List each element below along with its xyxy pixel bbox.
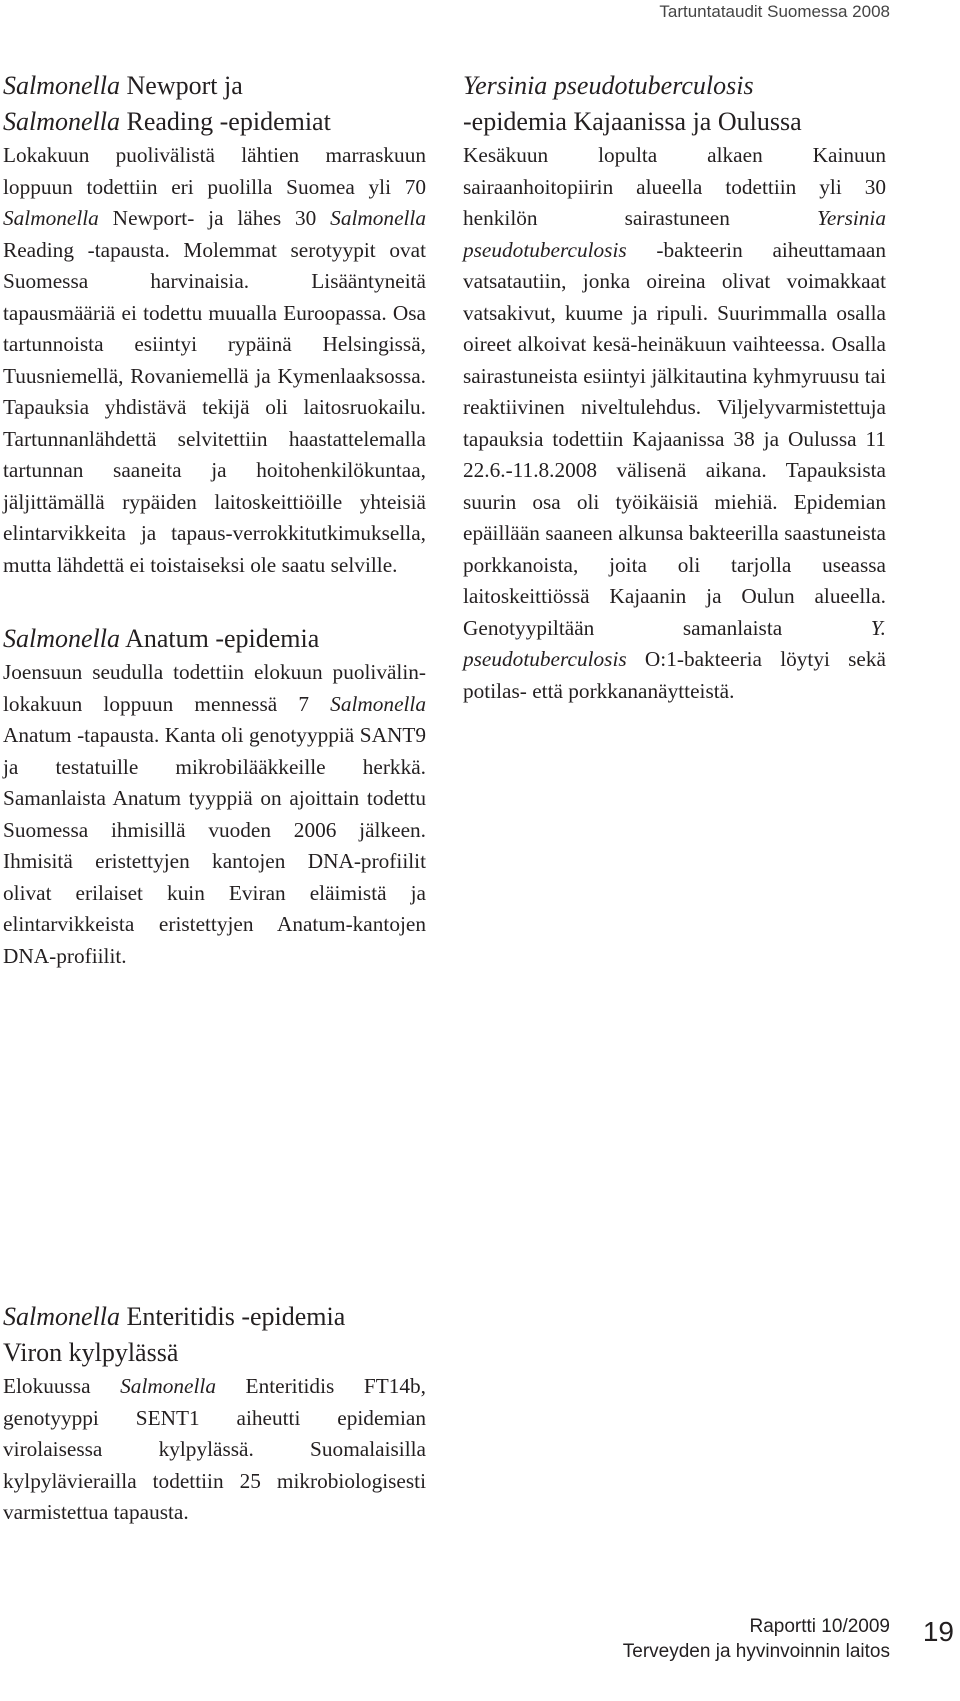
section-title: Salmonella Enteritidis -epidemia Viron kylpylässä: [3, 1302, 346, 1367]
section-newport-reading: [3, 68, 426, 581]
report-number: Raportti 10/2009: [749, 1616, 890, 1637]
section-anatum: [3, 621, 426, 972]
section-title: Salmonella Anatum -epidemia: [3, 624, 320, 653]
section-title: Yersinia pseudotuberculosis -epidemia Kajaanissa ja Oulussa: [463, 71, 802, 136]
section-yersinia: [463, 68, 886, 707]
section-body: Elokuussa Salmonella Enteritidis FT14b, genotyyppi SENT1 aiheutti epidemian virolaisessa kylpylässä. Suomalaisilla kylpylävierailla todettiin 25 mikrobiologisesti varmistettua tapausta.: [3, 1374, 426, 1524]
section-title: Salmonella Newport ja Salmonella Reading -epidemiat: [3, 71, 331, 136]
institution-name: Terveyden ja hyvinvoinnin laitos: [622, 1641, 890, 1662]
right-column: [463, 68, 886, 707]
page-number: 19: [922, 1616, 954, 1647]
section-body: Joensuun seudulla todettiin elokuun puolivälin-lokakuun loppuun mennessä 7 Salmonella Anatum -tapausta. Kanta oli genotyyppiä SANT9 ja testatuille mikrobilääkkeille herkkä. Samanlaista Anatum tyyppiä on ajoittain todettu Suomessa ihmisillä vuoden 2006 jälkeen. Ihmisitä eristettyjen kantojen DNA-profiilit olivat erilaiset kuin Eviran eläimistä ja elintarvikkeista eristettyjen Anatum-kantojen DNA-profiilit.: [3, 660, 426, 968]
left-column: [3, 68, 426, 972]
running-header: Tartuntataudit Suomessa 2008: [659, 2, 890, 21]
page-footer: [623, 1614, 890, 1664]
section-body: Lokakuun puolivälistä lähtien marraskuun loppuun todettiin eri puolilla Suomea yli 70 Salmonella Newport- ja lähes 30 Salmonella Reading -tapausta. Molemmat serotyypit ovat Suomessa harvinaisia. Lisääntyneitä tapausmääriä ei todettu muualla Euroopassa. Osa tartunnoista esiintyi rypäinä Helsingissä, Tuusniemellä, Rovaniemellä ja Kymenlaaksossa. Tapauksia yhdistävä tekijä oli laitosruokailu. Tartunnanlähdettä selvitettiin haastattelemalla tartunnan saaneita ja hoitohenkilökuntaa, jäljittämällä rypäiden laitoskeittiöille yhteisiä elintarvikkeita ja tapaus-verrokkitutkimuksella, mutta lähdettä ei toistaiseksi ole saatu selville.: [3, 143, 426, 577]
section-enteritidis: [3, 1299, 426, 1529]
section-body: Kesäkuun lopulta alkaen Kainuun sairaanhoitopiirin alueella todettiin yli 30 henkilön sairastuneen Yersinia pseudotuberculosis -bakteerin aiheuttamaan vatsatautiin, jonka oireina olivat voimakkaat vatsakivut, kuume ja ripuli. Suurimmalla osalla oireet alkoivat kesä-heinäkuun vaihteessa. Osalla sairastuneista esiintyi jälkitautina kyhmyruusu tai reaktiivinen niveltulehdus. Viljelyvarmistettuja tapauksia todettiin Kajaanissa 38 ja Oulussa 11 22.6.-11.8.2008 välisenä aikana. Tapauksista suurin osa oli työikäisiä miehiä. Epidemian epäillään saaneen alkunsa bakteerilla saastuneista porkkanoista, joita oli tarjolla useassa laitoskeittiössä Kajaanin ja Oulun alueella. Genotyypiltään samanlaista Y. pseudotuberculosis O:1-bakteeria löytyi sekä potilas- että porkkananäytteistä.: [463, 143, 886, 703]
